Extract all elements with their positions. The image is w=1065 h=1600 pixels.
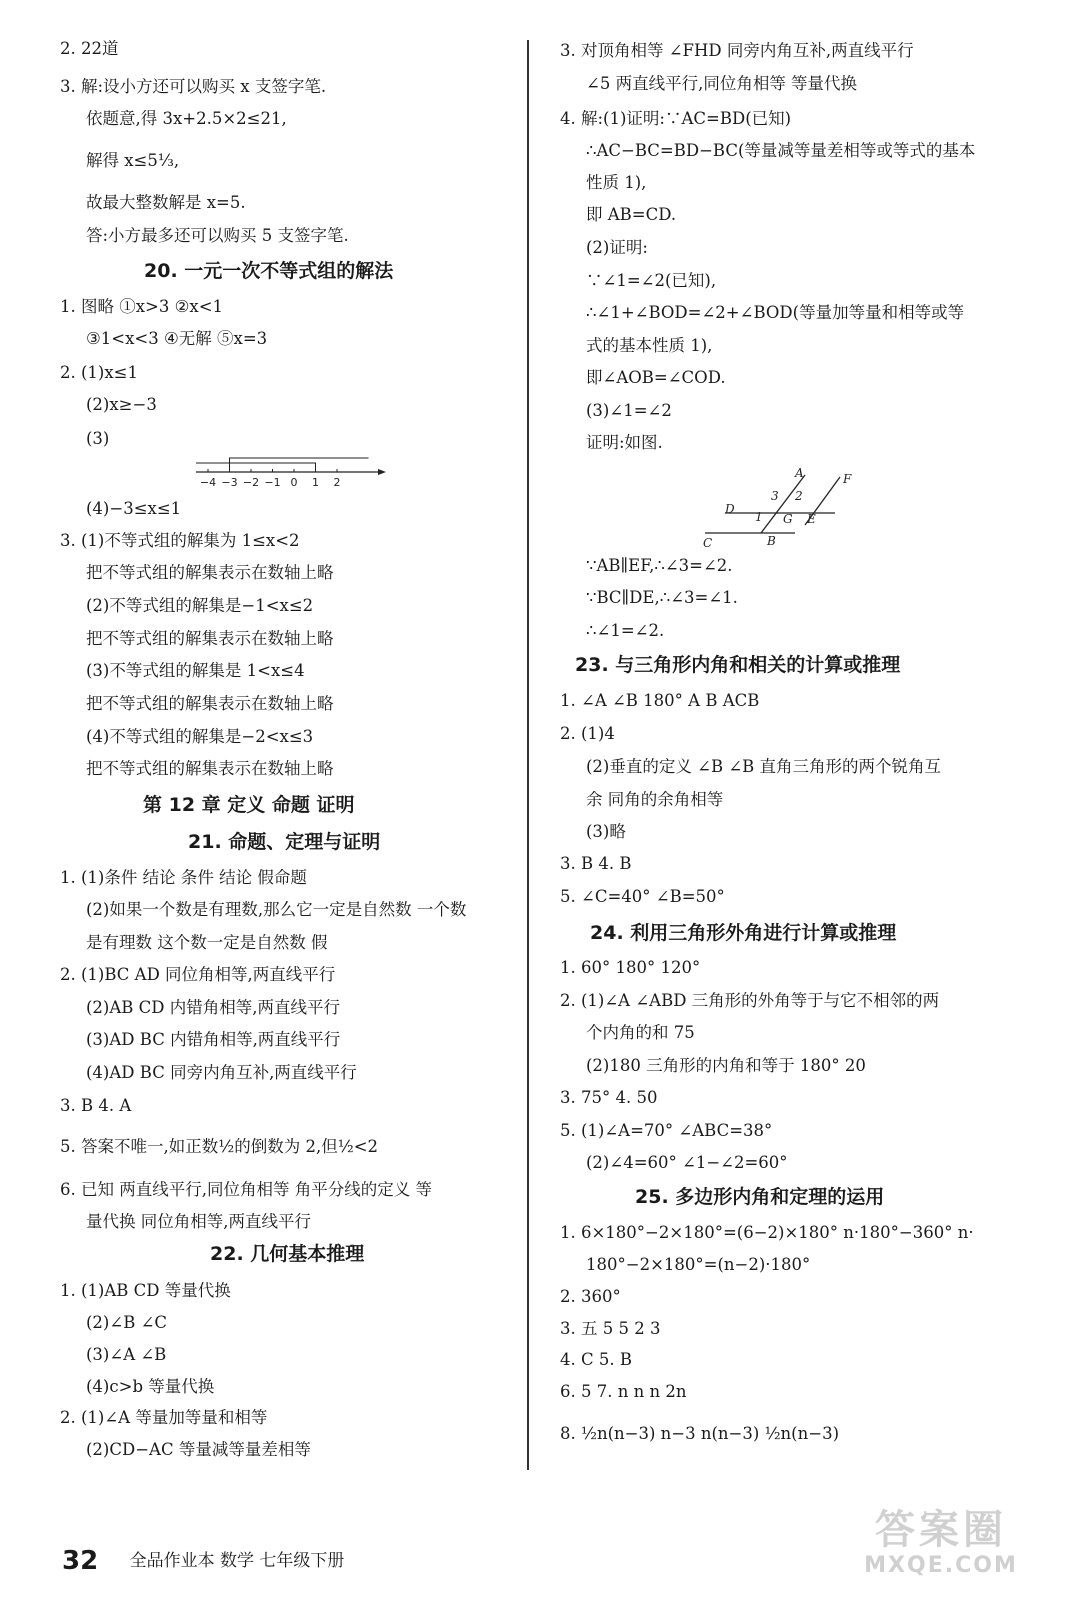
- answer-line: (2)CD−AC 等量减等量差相等: [86, 1440, 311, 1459]
- answer-line: 依题意,得 3x+2.5×2≤21,: [86, 109, 287, 128]
- answer-line: ∴∠1+∠BOD=∠2+∠BOD(等量加等量和相等或等: [586, 303, 965, 322]
- figure-label: 1: [755, 510, 763, 524]
- answer-line: 性质 1),: [586, 173, 647, 192]
- answer-line: (3)略: [586, 822, 626, 841]
- answer-line: (2)AB CD 内错角相等,两直线平行: [86, 998, 341, 1017]
- answer-line: 答:小方最多还可以购买 5 支签字笔.: [86, 226, 349, 245]
- figure-label: B: [767, 534, 776, 548]
- answer-line: 3. B 4. B: [560, 854, 632, 873]
- answer-line: 2. 360°: [560, 1287, 621, 1306]
- answer-line: (3)∠1=∠2: [586, 401, 672, 420]
- answer-line: 4. 解:(1)证明:∵AC=BD(已知): [560, 109, 792, 128]
- answer-line: ∴AC−BC=BD−BC(等量减等量差相等或等式的基本: [586, 141, 976, 160]
- tick-label: 1: [312, 476, 319, 489]
- figure-label: C: [703, 536, 713, 550]
- answer-line: 3. (1)不等式组的解集为 1≤x<2: [60, 531, 300, 550]
- answer-line: 3. 75° 4. 50: [560, 1088, 658, 1107]
- answer-line: (2)180 三角形的内角和等于 180° 20: [586, 1056, 866, 1075]
- figure-label: 3: [771, 489, 779, 503]
- answer-line: 把不等式组的解集表示在数轴上略: [86, 759, 334, 778]
- answer-line: 1. (1)条件 结论 条件 结论 假命题: [60, 868, 307, 887]
- answer-line: 5. ∠C=40° ∠B=50°: [560, 887, 725, 906]
- answer-line: (3)∠A ∠B: [86, 1345, 167, 1364]
- answer-line: ③1<x<3 ④无解 ⑤x=3: [86, 329, 268, 348]
- answer-line: (4)不等式组的解集是−2<x≤3: [86, 727, 314, 746]
- answer-line: 余 同角的余角相等: [586, 790, 724, 809]
- answer-line: 8. ½n(n−3) n−3 n(n−3) ½n(n−3): [560, 1424, 840, 1443]
- section-heading: 24. 利用三角形外角进行计算或推理: [590, 922, 897, 944]
- answer-line: 2. (1)BC AD 同位角相等,两直线平行: [60, 965, 336, 984]
- page-footer: [62, 1546, 344, 1576]
- watermark-logo-text: 答案圈: [875, 1507, 1007, 1553]
- answer-line: (2)∠B ∠C: [86, 1313, 168, 1332]
- interval-bracket: [196, 463, 316, 472]
- answer-line: (2)如果一个数是有理数,那么它一定是自然数 一个数: [86, 900, 467, 919]
- answer-line: 1. (1)AB CD 等量代换: [60, 1281, 231, 1300]
- answer-line: 1. 图略 ①x>3 ②x<1: [60, 297, 224, 316]
- answer-line: 证明:如图.: [586, 433, 663, 452]
- answer-line: (2)垂直的定义 ∠B ∠B 直角三角形的两个锐角互: [586, 757, 942, 776]
- figure-label: G: [783, 512, 793, 526]
- answer-line: ∵BC∥DE,∴∠3=∠1.: [586, 588, 738, 607]
- answer-line: (2)x≥−3: [86, 395, 157, 414]
- answer-line: 把不等式组的解集表示在数轴上略: [86, 629, 334, 648]
- answer-line: 3. 五 5 5 2 3: [560, 1319, 661, 1338]
- answer-line: 解得 x≤5⅓,: [86, 151, 180, 170]
- tick-label: −4: [199, 476, 217, 489]
- answer-line: (4)−3≤x≤1: [86, 499, 182, 518]
- book-title: 全品作业本 数学 七年级下册: [129, 1551, 345, 1571]
- answer-line: 3. B 4. A: [60, 1096, 132, 1115]
- answer-line: 6. 已知 两直线平行,同位角相等 角平分线的定义 等: [60, 1180, 432, 1199]
- answer-line: 6. 5 7. n n n 2n: [560, 1382, 687, 1401]
- answer-line: 把不等式组的解集表示在数轴上略: [86, 563, 334, 582]
- section-heading: 22. 几何基本推理: [210, 1243, 365, 1265]
- tick-label: −2: [242, 476, 260, 489]
- geometry-figure: [695, 465, 855, 550]
- watermark: [841, 1508, 1041, 1584]
- answer-line: 2. 22道: [60, 39, 119, 58]
- tick-label: −1: [264, 476, 281, 489]
- watermark-url: MXQE.COM: [864, 1553, 1018, 1578]
- answer-line: ∠5 两直线平行,同位角相等 等量代换: [586, 74, 858, 93]
- section-heading: 23. 与三角形内角和相关的计算或推理: [575, 654, 901, 676]
- section-heading: 20. 一元一次不等式组的解法: [144, 260, 394, 282]
- answer-line: 180°−2×180°=(n−2)·180°: [586, 1255, 811, 1274]
- section-heading: 第 12 章 定义 命题 证明: [143, 794, 355, 816]
- column-divider: [527, 40, 529, 1470]
- number-line-figure: [196, 456, 396, 490]
- figure-label: A: [795, 466, 804, 480]
- answer-line: 2. (1)4: [560, 724, 615, 743]
- page-number: 32: [62, 1546, 99, 1576]
- answer-line: 2. (1)∠A 等量加等量和相等: [60, 1408, 268, 1427]
- answer-line: ∵AB∥EF,∴∠3=∠2.: [586, 556, 733, 575]
- answer-line: 即 AB=CD.: [586, 205, 677, 224]
- axis-arrow: [378, 469, 386, 475]
- answer-line: (4)AD BC 同旁内角互补,两直线平行: [86, 1063, 357, 1082]
- answer-line: 量代换 同位角相等,两直线平行: [86, 1212, 311, 1231]
- figure-label: E: [807, 512, 816, 526]
- answer-line: 4. C 5. B: [560, 1350, 632, 1369]
- answer-line: 5. (1)∠A=70° ∠ABC=38°: [560, 1121, 773, 1140]
- answer-line: 1. 6×180°−2×180°=(6−2)×180° n·180°−360° n·: [560, 1223, 974, 1242]
- answer-line: 1. 60° 180° 120°: [560, 958, 701, 977]
- interval-bracket: [230, 458, 369, 472]
- answer-line: 个内角的和 75: [586, 1023, 695, 1042]
- answer-line: ∵∠1=∠2(已知),: [586, 271, 717, 290]
- answer-line: 2. (1)∠A ∠ABD 三角形的外角等于与它不相邻的两: [560, 991, 940, 1010]
- answer-line: 即∠AOB=∠COD.: [586, 368, 726, 387]
- answer-line: (3): [86, 429, 110, 448]
- section-heading: 21. 命题、定理与证明: [188, 831, 381, 853]
- answer-line: ∴∠1=∠2.: [586, 621, 665, 640]
- tick-label: 2: [333, 476, 341, 489]
- answer-line: (2)∠4=60° ∠1−∠2=60°: [586, 1153, 788, 1172]
- answer-line: 把不等式组的解集表示在数轴上略: [86, 694, 334, 713]
- answer-line: 3. 解:设小方还可以购买 x 支签字笔.: [60, 77, 327, 96]
- answer-line: 是有理数 这个数一定是自然数 假: [86, 933, 328, 952]
- tick-label: 0: [290, 476, 298, 489]
- figure-label: F: [843, 472, 852, 486]
- figure-label: 2: [795, 489, 803, 503]
- answer-line: 故最大整数解是 x=5.: [86, 193, 246, 212]
- answer-line: (3)不等式组的解集是 1<x≤4: [86, 661, 305, 680]
- tick-label: −3: [221, 476, 238, 489]
- figure-label: D: [725, 502, 735, 516]
- answer-line: 5. 答案不唯一,如正数½的倒数为 2,但½<2: [60, 1137, 379, 1156]
- answer-line: (2)不等式组的解集是−1<x≤2: [86, 596, 314, 615]
- answer-line: 3. 对顶角相等 ∠FHD 同旁内角互补,两直线平行: [560, 41, 914, 60]
- answer-line: (2)证明:: [586, 238, 648, 257]
- answer-line: (3)AD BC 内错角相等,两直线平行: [86, 1030, 341, 1049]
- section-heading: 25. 多边形内角和定理的运用: [635, 1186, 885, 1208]
- answer-line: 式的基本性质 1),: [586, 336, 713, 355]
- answer-line: 1. ∠A ∠B 180° A B ACB: [560, 691, 760, 710]
- answer-line: (4)c>b 等量代换: [86, 1377, 215, 1396]
- answer-line: 2. (1)x≤1: [60, 363, 138, 382]
